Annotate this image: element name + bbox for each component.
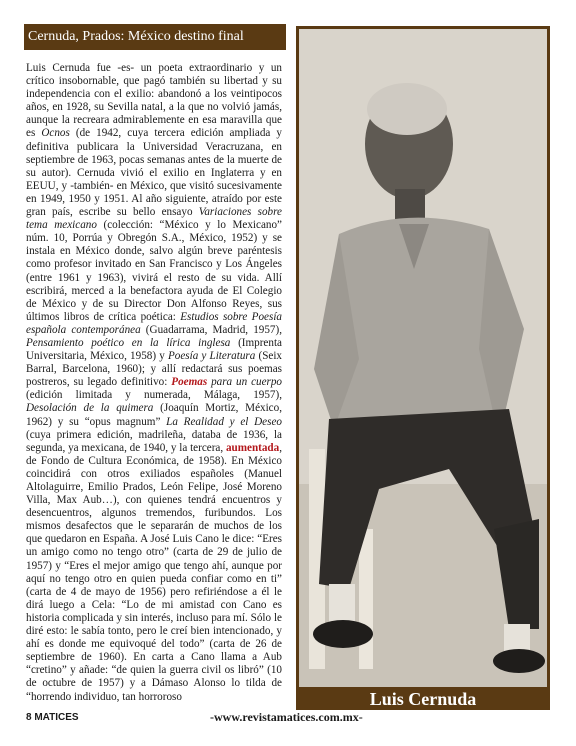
article-paragraph — [26, 62, 282, 704]
text-segment: (Seix Barral, Barcelona, 1960); y allí redactará sus poemas postreros, su legado definitivo: — [26, 350, 282, 389]
text-segment: (colección: “México y lo Mexicano” núm. 10, Porrúa y Obregón S.A., México, 1952) y se instala en México donde, salvo algún breve paréntesis como profesor invitado en San Francisco y Los Ángeles (entre 1961 y 1963), vivirá el resto de su vida. Allí escribirá, merced a la benefactora ayuda de El Colegio de México y de su Director Don Alfonso Reyes, sus últimos libros de crítica poética: — [26, 219, 282, 323]
text-segment: Variaciones sobre tema mexicano — [26, 206, 282, 232]
text-segment: Luis Cernuda fue -es- un poeta extraordinario y un crítico insobornable, que pagó también su libertad y su independencia con el exilio: abandonó a los veintipocos años, en 1928, su Sevilla natal, a la que no volvió jamás, aunque la recreara admirablemente en esa maravilla que es — [26, 62, 282, 140]
text-segment: (Imprenta Universitaria, México, 1958) y — [26, 336, 282, 363]
text-segment: (Guadarrama, Madrid, 1957), — [140, 323, 282, 336]
text-segment: (cuya primera edición, madrileña, databa de 1936, la segunda, ya mexicana, de 1940, y la tercera, — [26, 428, 282, 454]
article-title: Cernuda, Prados: México destino final — [24, 24, 286, 50]
portrait-illustration — [299, 29, 547, 687]
text-segment: Desolación de la quimera — [26, 402, 154, 415]
text-segment: aumentada — [225, 441, 280, 454]
text-segment: para un cuerpo — [207, 376, 283, 389]
portrait-photo — [299, 29, 547, 687]
photo-frame — [296, 26, 550, 710]
text-segment: La Realidad y el Deseo — [166, 415, 282, 428]
text-segment: Poemas — [171, 376, 208, 389]
text-segment: (de 1942, cuya tercera edición ampliada y definitiva publicara la Universidad Veracruzana, en septiembre de 1963, pocas semanas antes de la muerte de su autor). Cernuda vivió el exilio en Inglaterra y en EEUU, y -también- en México, que visitó sucesivamente en 1949, 1950 y 1951. Al año siguiente, atraído por este gran país, escribe su bello ensayo — [26, 127, 282, 219]
text-segment: Ocnos — [41, 127, 70, 140]
text-segment: , de Fondo de Cultura Económica, de 1958). En México coincidirá con otros exiliados españoles (Manuel Altolaguirre, Emilio Prados, León Felipe, José Moreno Villa, Max Aub…), con quienes tendrá encuentros y desencuentros, algunos tremendos, furibundos. Los mismos desafectos que le separarán de muchos de los que quedaron en España. A José Luis Cano le dice: “Eres un amigo como no tengo otro” (carta de 29 de julio de 1957) y “Eres el mejor amigo que tengo ahí, aunque por aquí no tengo otro en quien pueda confiar como en ti” (carta de 4 de mayo de 1956) pero refiriéndose a él le dirá luego a Cela: “Lo de mi amistad con Cano es historia complicada y sin interés, incluso para mí. Sólo le diré esto: le sabía tonto, pero le creí bien intencionado, y ahí es donde me equivoqué del todo” (carta de 26 de septiembre de 1960). En carta a Cano llama a Aub “cretino” y añade: “de quien la guerra civil os libró” (10 de octubre de 1957) y a Dámaso Alonso lo tilda de “horrendo individuo, tan horroroso — [26, 441, 282, 703]
text-segment: Estudios sobre Poesía española contemporánea — [26, 310, 282, 336]
photo-caption: Luis Cernuda — [369, 689, 477, 709]
article-body — [26, 62, 282, 704]
footer-url: -www.revistamatices.com.mx- — [210, 710, 363, 724]
page-number-label: 8 MATICES — [26, 712, 79, 723]
text-segment: (Joaquín Mortiz, México, 1962) y su “opus magnum” — [26, 402, 282, 428]
text-segment: (edición limitada y numerada, Málaga, 1957), — [26, 389, 282, 402]
text-segment: Poesía y Literatura — [167, 350, 256, 363]
text-segment: Pensamiento poético en la lírica inglesa — [26, 336, 231, 349]
